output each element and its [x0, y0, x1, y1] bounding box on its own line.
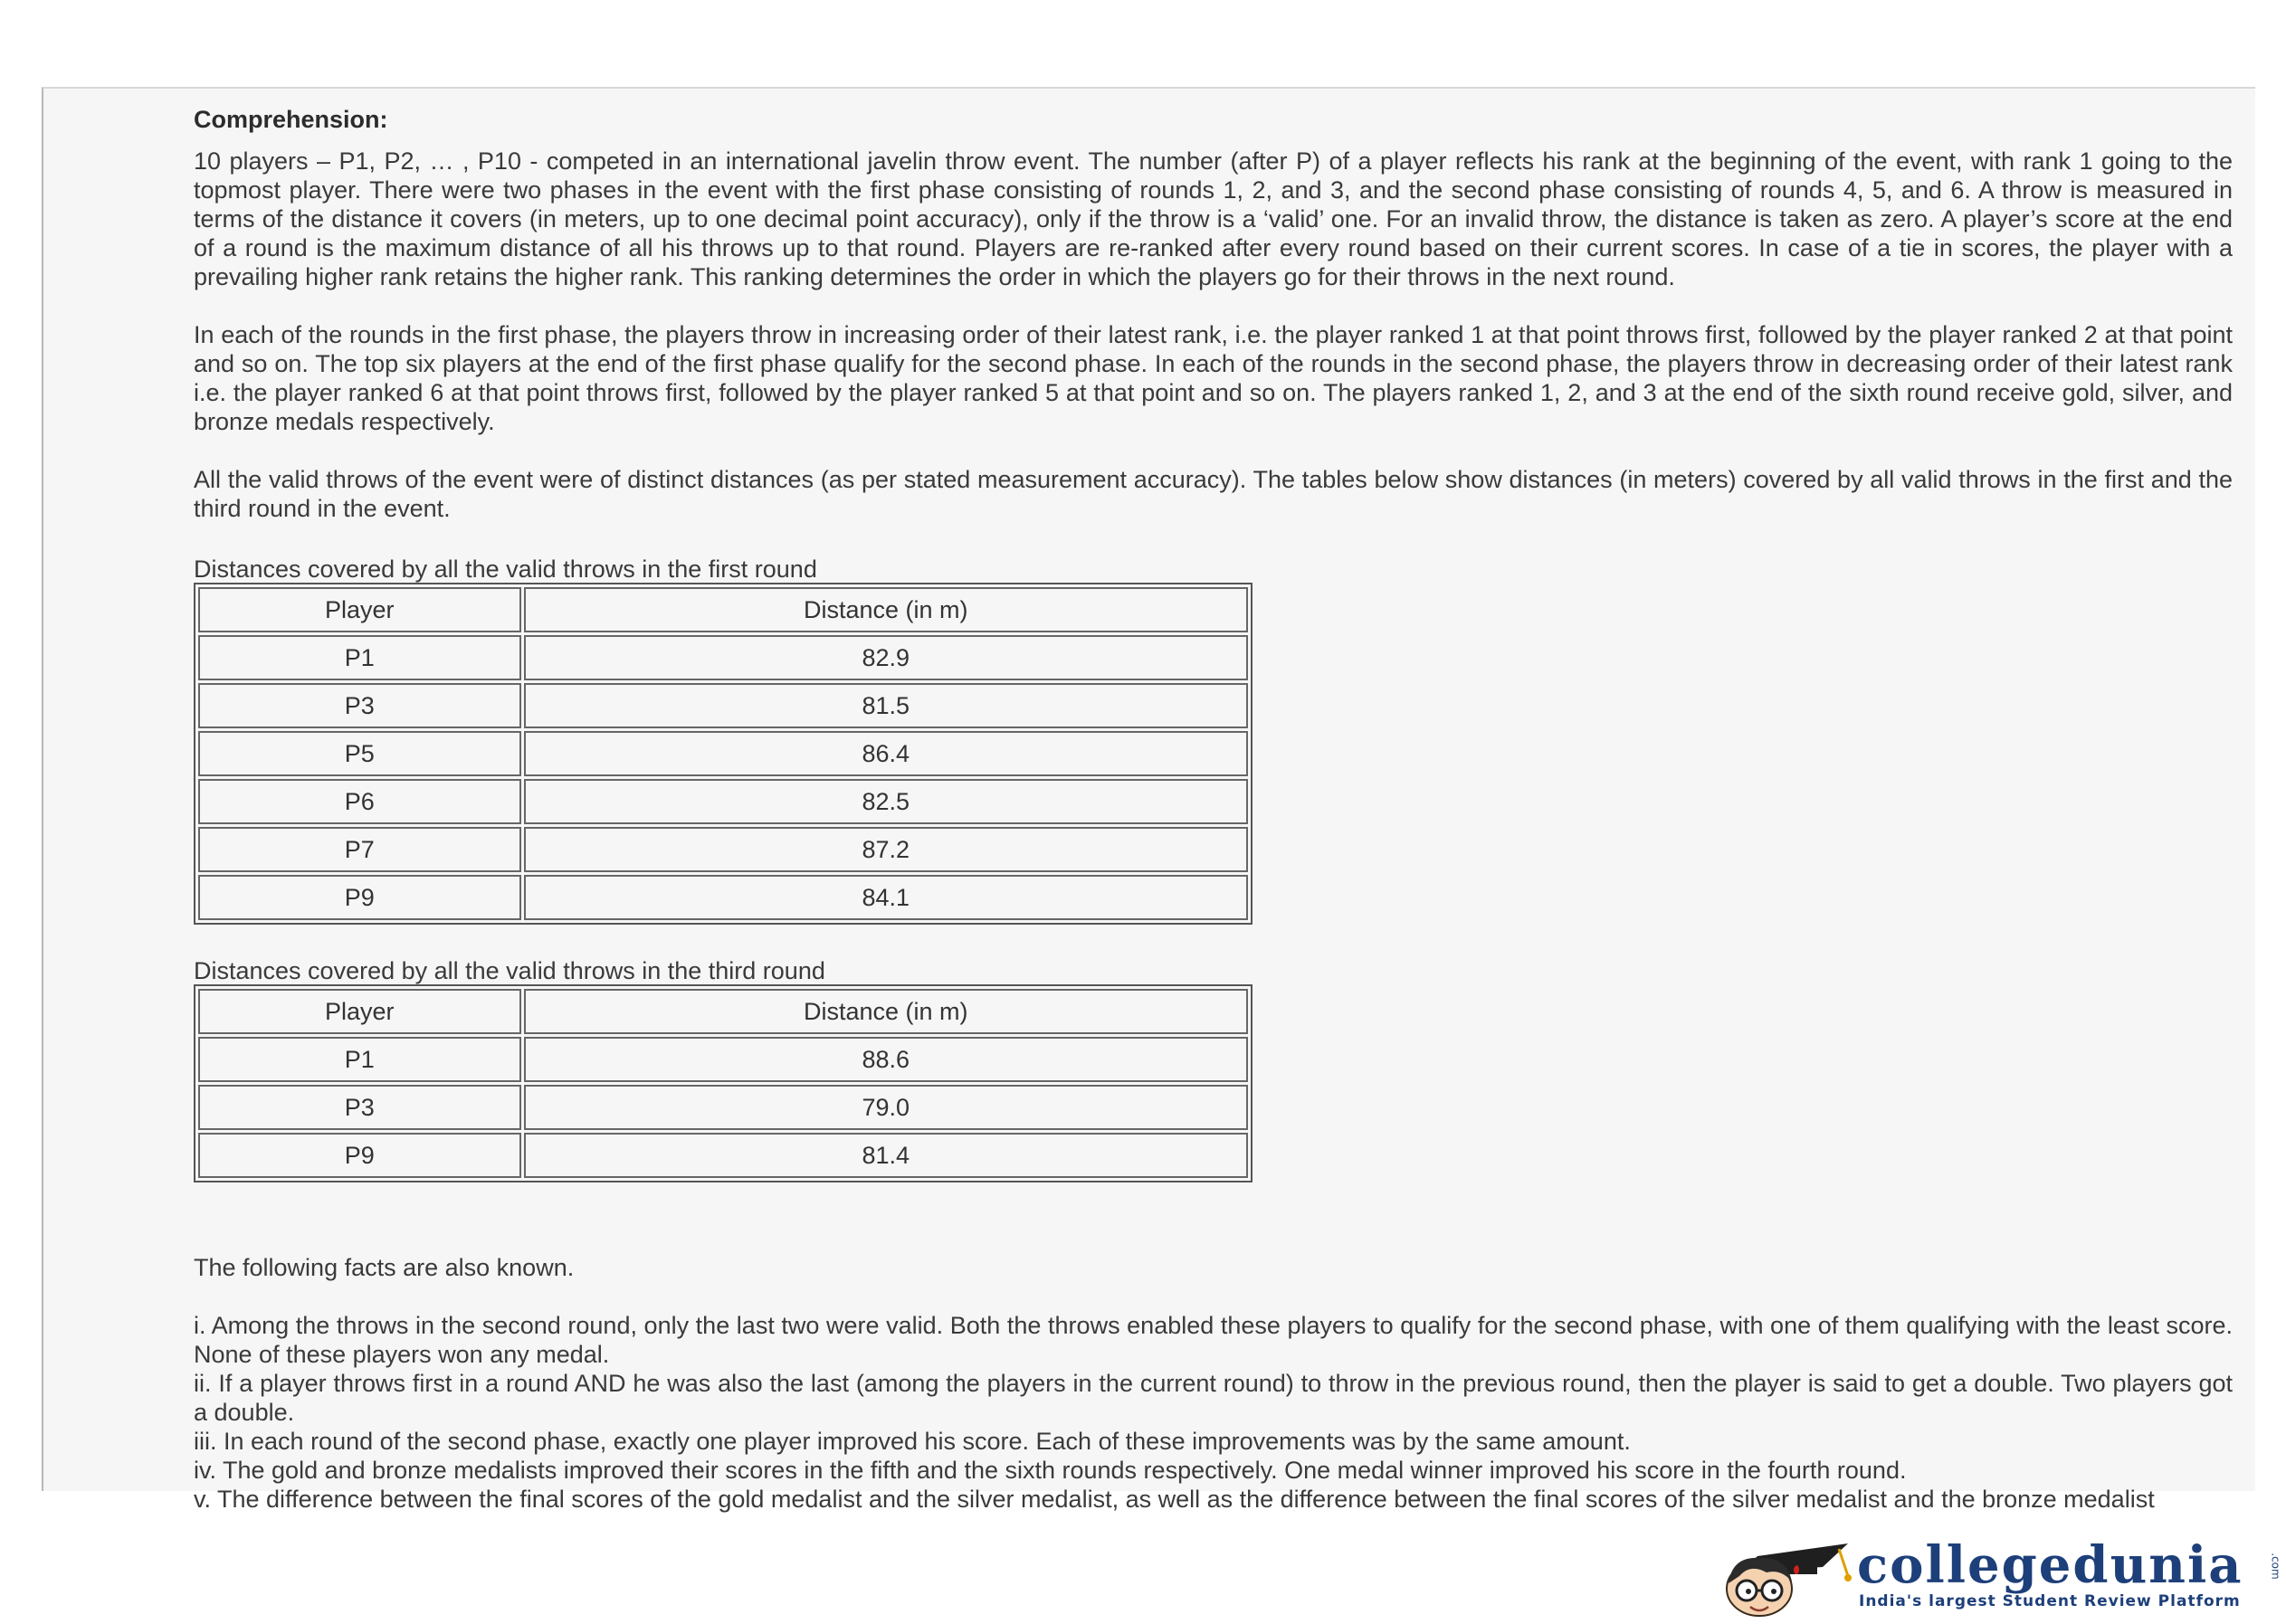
table-row: [198, 635, 1248, 680]
distance-cell: 88.6: [524, 1037, 1248, 1082]
comprehension-heading: Comprehension:: [194, 106, 388, 133]
player-cell: P9: [198, 1133, 521, 1178]
column-header-distance: Distance (in m): [524, 587, 1248, 632]
paragraph-phases: In each of the rounds in the first phase, the players throw in increasing order of their latest rank, i.e. the player ranked 1 at that point throws first, followed by the player ranked 2 at that point and so on. The top six players at the end of the first phase qualify for the second phase. In each of the rounds in the second phase, the players throw in decreasing order of their latest rank i.e. the player ranked 6 at that point throws first, followed by the player ranked 5 at that point and so on. The players ranked 1, 2, and 3 at the end of the sixth round receive gold, silver, and bronze medals respectively.: [194, 321, 2233, 435]
table-row: [198, 779, 1248, 824]
fact-item: v. The difference between the final scores of the gold medalist and the silver medalist, as well as the difference between the final scores of the silver medalist and the bronze medalist: [194, 1486, 2155, 1513]
paragraph-tables-intro: All the valid throws of the event were of distinct distances (as per stated measurement accuracy). The tables below show distances (in meters) covered by all valid throws in the first and the third round in the event.: [194, 466, 2233, 522]
table-header-row: [198, 587, 1248, 632]
first-round-table: [194, 583, 1253, 925]
table-row: [198, 827, 1248, 872]
table-row: [198, 731, 1248, 776]
logo-name: collegedunia: [1857, 1535, 2243, 1595]
distance-cell: 87.2: [524, 827, 1248, 872]
table2-caption: Distances covered by all the valid throws in the third round: [194, 957, 825, 984]
column-header-distance: Distance (in m): [524, 989, 1248, 1034]
table-row: [198, 1085, 1248, 1130]
paragraph-intro: 10 players – P1, P2, … , P10 - competed in an international javelin throw event. The number (after P) of a player reflects his rank at the beginning of the event, with rank 1 going to the topmost player. There were two phases in the event with the first phase consisting of rounds 1, 2, and 3, and the second phase consisting of rounds 4, 5, and 6. A throw is measured in terms of the distance it covers (in meters, up to one decimal point accuracy), only if the throw is a ‘valid’ one. For an invalid throw, the distance is taken as zero. A player’s score at the end of a round is the maximum distance of all his throws up to that round. Players are re-ranked after every round based on their current scores. In case of a tie in scores, the player with a prevailing higher rank retains the higher rank. This ranking determines the order in which the players go for their throws in the next round.: [194, 147, 2233, 290]
table-row: [198, 683, 1248, 728]
third-round-table: [194, 984, 1253, 1182]
player-cell: P6: [198, 779, 521, 824]
player-cell: P3: [198, 1085, 521, 1130]
distance-cell: 79.0: [524, 1085, 1248, 1130]
spacer: [194, 1215, 2233, 1253]
logo-suffix: .com: [2269, 1553, 2282, 1580]
mascot-icon: [1703, 1536, 1857, 1619]
distance-cell: 84.1: [524, 875, 1248, 920]
player-cell: P5: [198, 731, 521, 776]
player-cell: P9: [198, 875, 521, 920]
distance-cell: 86.4: [524, 731, 1248, 776]
player-cell: P7: [198, 827, 521, 872]
collegedunia-logo: [1703, 1536, 2282, 1619]
fact-item: iii. In each round of the second phase, exactly one player improved his score. Each of these improvements was by the same amount.: [194, 1428, 1631, 1455]
fact-item: i. Among the throws in the second round, only the last two were valid. Both the throws enabled these players to qualify for the second phase, with one of them qualifying with the least score. None of these players won any medal.: [194, 1312, 2233, 1368]
logo-tagline: India's largest Student Review Platform: [1859, 1592, 2241, 1610]
distance-cell: 81.5: [524, 683, 1248, 728]
table-row: [198, 1133, 1248, 1178]
distance-cell: 82.5: [524, 779, 1248, 824]
player-cell: P3: [198, 683, 521, 728]
player-cell: P1: [198, 1037, 521, 1082]
table-header-row: [198, 989, 1248, 1034]
facts-title: The following facts are also known.: [194, 1254, 575, 1281]
distance-cell: 82.9: [524, 635, 1248, 680]
question-panel: [42, 87, 2255, 1513]
table1-caption: Distances covered by all the valid throws in the first round: [194, 556, 817, 583]
column-header-player: Player: [198, 587, 521, 632]
table-row: [198, 875, 1248, 920]
comprehension-content: [194, 105, 2233, 1514]
distance-cell: 81.4: [524, 1133, 1248, 1178]
fact-item: iv. The gold and bronze medalists improved their scores in the fifth and the sixth rounds respectively. One medal winner improved his score in the fourth round.: [194, 1457, 1907, 1484]
player-cell: P1: [198, 635, 521, 680]
column-header-player: Player: [198, 989, 521, 1034]
fact-item: ii. If a player throws first in a round AND he was also the last (among the players in the current round) to throw in the previous round, then the player is said to get a double. Two players got a double.: [194, 1370, 2233, 1426]
table-row: [198, 1037, 1248, 1082]
